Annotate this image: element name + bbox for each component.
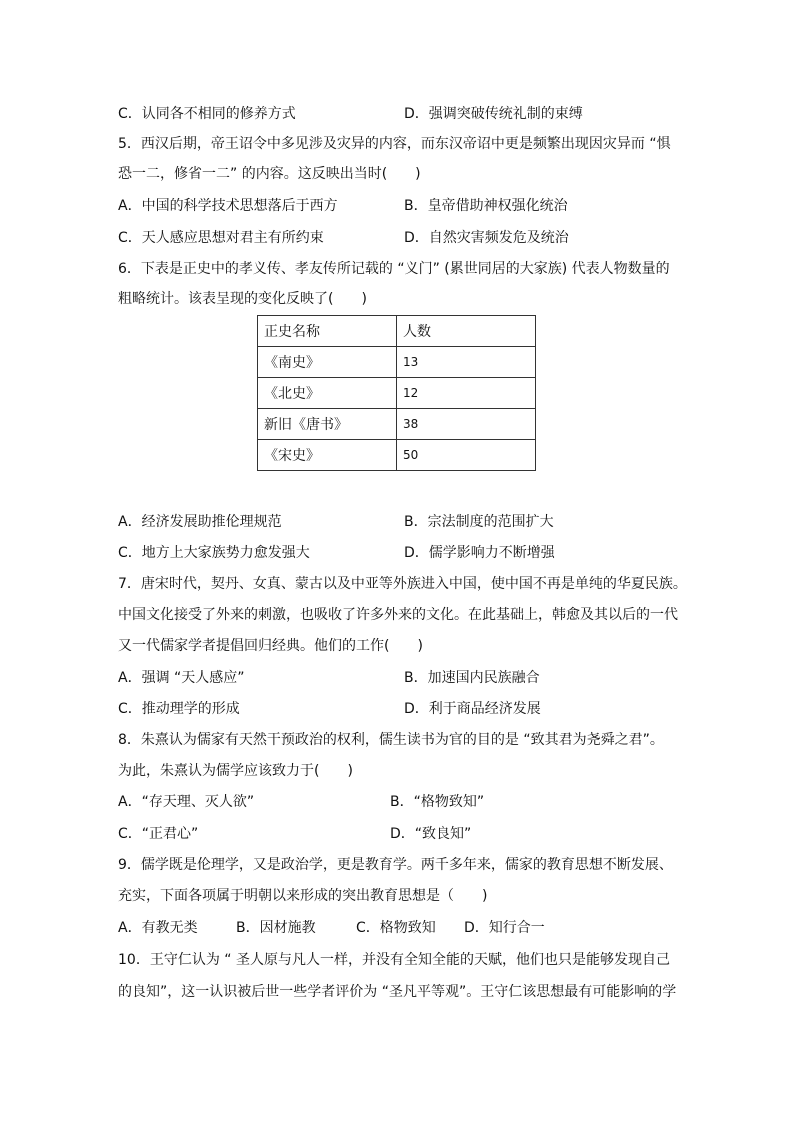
q7-option-c: C．推动理学的形成 xyxy=(118,701,240,717)
q6-stem-line1: 6．下表是正史中的孝义传、孝友传所记载的 “义门” (累世同居的大家族) 代表人物数量的 xyxy=(118,261,670,277)
table-cell: 《北史》 xyxy=(258,378,397,409)
q6-stem-line2: 粗略统计。该表呈现的变化反映了( ) xyxy=(118,291,367,307)
table-cell: 50 xyxy=(397,440,536,471)
q10-stem-line2: 的良知”，这一认识被后世一些学者评价为 “圣凡平等观”。王守仁该思想最有可能影响的学 xyxy=(118,984,677,1000)
table-header-cell: 正史名称 xyxy=(258,316,397,347)
q5-option-a: A．中国的科学技术思想落后于西方 xyxy=(118,198,338,214)
table-row xyxy=(258,347,536,378)
table-cell: 《宋史》 xyxy=(258,440,397,471)
q8-option-a: A．“存天理、灭人欲” xyxy=(118,794,255,810)
q7-option-b: B．加速国内民族融合 xyxy=(404,670,540,686)
q7-stem-line2: 中国文化接受了外来的刺激，也吸收了许多外来的文化。在此基础上，韩愈及其以后的一代 xyxy=(118,607,678,623)
q5-option-c: C．天人感应思想对君主有所约束 xyxy=(118,230,324,246)
q6-option-d: D．儒学影响力不断增强 xyxy=(404,545,555,561)
table-cell: 《南史》 xyxy=(258,347,397,378)
table-header-row xyxy=(258,316,536,347)
q9-option-a: A．有教无类 xyxy=(118,920,198,936)
q5-stem-line1: 5．西汉后期，帝王诏令中多见涉及灾异的内容，而东汉帝诏中更是频繁出现因灾异而 “惧 xyxy=(118,136,671,152)
q5-option-b: B．皇帝借助神权强化统治 xyxy=(404,198,568,214)
table-cell: 12 xyxy=(397,378,536,409)
table-row xyxy=(258,378,536,409)
table-cell: 38 xyxy=(397,409,536,440)
q7-option-d: D．利于商品经济发展 xyxy=(404,701,541,717)
q8-stem-line2: 为此，朱熹认为儒学应该致力于( ) xyxy=(118,763,353,779)
q6-option-b: B．宗法制度的范围扩大 xyxy=(404,514,554,530)
q9-stem-line1: 9．儒学既是伦理学，又是政治学，更是教育学。两千多年来，儒家的教育思想不断发展、 xyxy=(118,857,673,873)
q9-stem-line2: 充实，下面各项属于明朝以来形成的突出教育思想是（ ) xyxy=(118,888,488,904)
q8-stem-line1: 8．朱熹认为儒家有天然干预政治的权利，儒生读书为官的目的是 “致其君为尧舜之君”。 xyxy=(118,732,664,748)
table-row xyxy=(258,440,536,471)
q6-option-a: A．经济发展助推伦理规范 xyxy=(118,514,282,530)
q7-option-a: A．强调 “天人感应” xyxy=(118,670,245,686)
q7-stem-line3: 又一代儒家学者提倡回归经典。他们的工作( ) xyxy=(118,638,423,654)
q8-option-c: C．“正君心” xyxy=(118,826,199,842)
q5-option-d: D．自然灾害频发危及统治 xyxy=(404,230,569,246)
table-header-cell: 人数 xyxy=(397,316,536,347)
q8-option-b: B．“格物致知” xyxy=(390,794,485,810)
q8-option-d: D．“致良知” xyxy=(390,826,472,842)
q9-option-b: B．因材施教 xyxy=(236,920,316,936)
q9-option-c: C．格物致知 xyxy=(356,920,436,936)
q9-option-d: D．知行合一 xyxy=(464,920,545,936)
q4-option-d: D．强调突破传统礼制的束缚 xyxy=(404,106,583,122)
table-row xyxy=(258,409,536,440)
q4-option-c: C．认同各不相同的修养方式 xyxy=(118,106,296,122)
table-cell: 13 xyxy=(397,347,536,378)
q5-stem-line2: 恐一二，修省一二” 的内容。这反映出当时( ) xyxy=(118,166,421,182)
q6-option-c: C．地方上大家族势力愈发强大 xyxy=(118,545,310,561)
q10-stem-line1: 10．王守仁认为 “ 圣人原与凡人一样，并没有全知全能的天赋，他们也只是能够发现自己 xyxy=(118,952,670,968)
table-cell: 新旧《唐书》 xyxy=(258,409,397,440)
q7-stem-line1: 7．唐宋时代，契丹、女真、蒙古以及中亚等外族进入中国，使中国不再是单纯的华夏民族。 xyxy=(118,576,687,592)
q6-data-table xyxy=(257,315,536,471)
